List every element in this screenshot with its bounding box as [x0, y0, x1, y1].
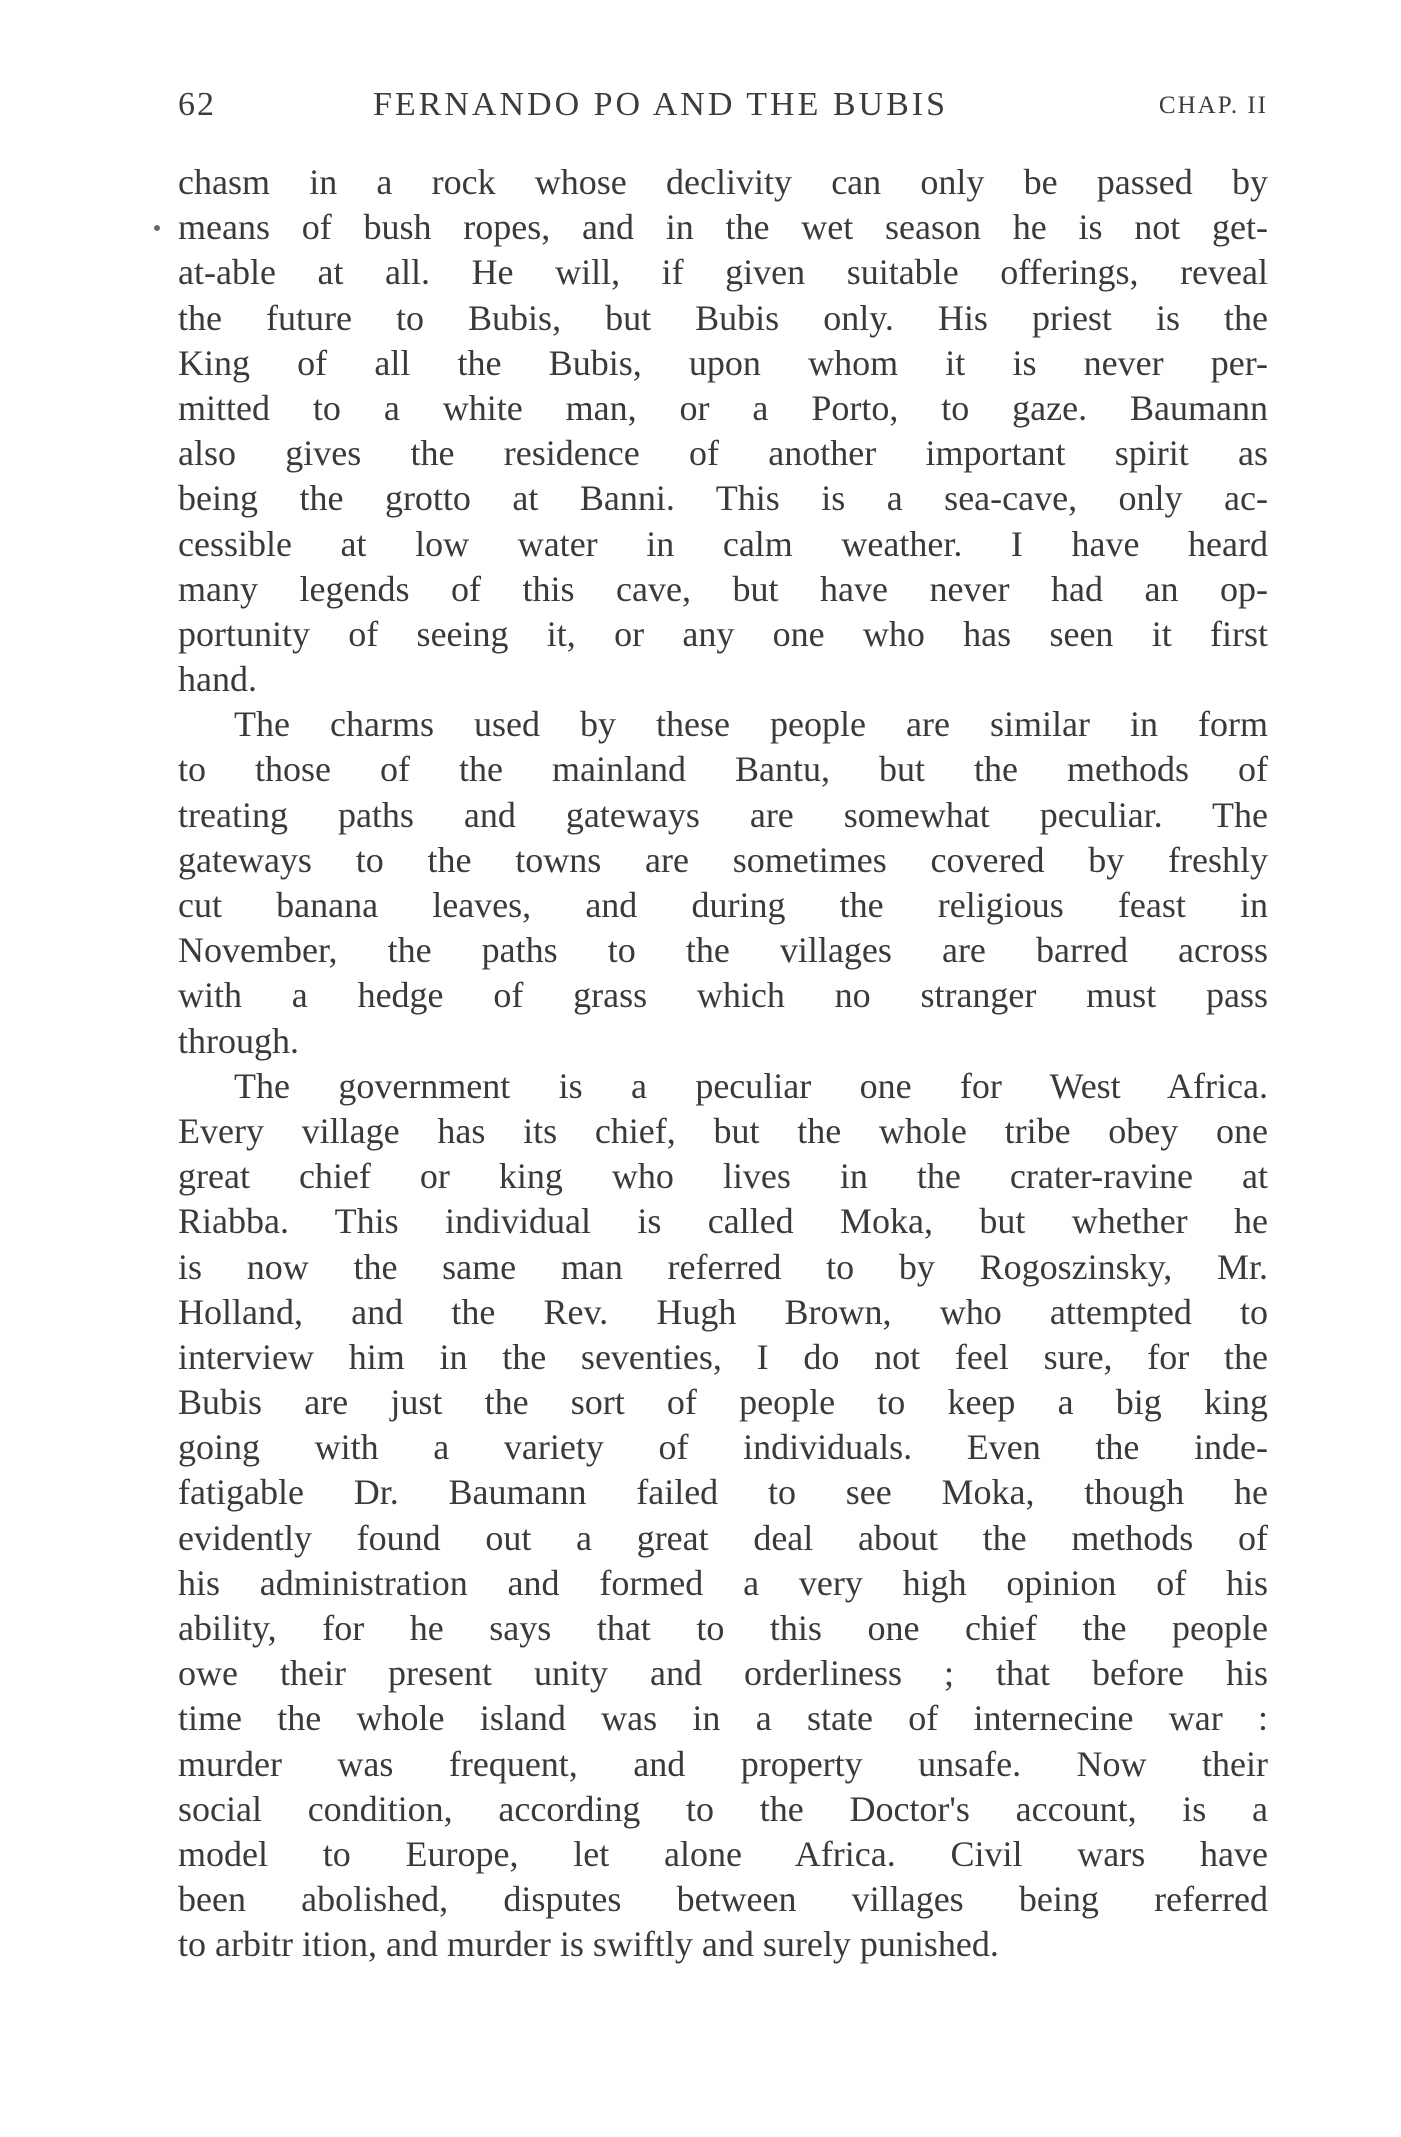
text-line: treating paths and gateways are somewhat peculiar. The	[178, 794, 1268, 835]
text-line: King of all the Bubis, upon whom it is never per-	[178, 342, 1268, 383]
text-line: model to Europe, let alone Africa. Civil wars have	[178, 1833, 1268, 1874]
text-line: is now the same man referred to by Rogoszinsky, Mr.	[178, 1246, 1268, 1287]
text-line: owe their present unity and orderliness ; that before his	[178, 1653, 1268, 1694]
page-number: 62	[178, 86, 216, 123]
chapter-label: CHAP. II	[1158, 92, 1268, 119]
text-line: been abolished, disputes between villages being referred	[178, 1879, 1268, 1920]
body-text	[178, 160, 1268, 1968]
text-line: being the grotto at Banni. This is a sea-cave, only ac-	[178, 478, 1268, 519]
text-line: November, the paths to the villages are barred across	[178, 930, 1268, 971]
text-line: hand.	[178, 659, 257, 700]
text-line: Holland, and the Rev. Hugh Brown, who attempted to	[178, 1291, 1268, 1332]
text-line: portunity of seeing it, or any one who has seen it first	[178, 613, 1268, 654]
text-line: to those of the mainland Bantu, but the methods of	[178, 749, 1268, 790]
text-line: mitted to a white man, or a Porto, to gaze. Baumann	[178, 387, 1268, 428]
text-line: with a hedge of grass which no stranger must pass	[178, 975, 1268, 1016]
running-head	[178, 86, 1268, 136]
text-line: fatigable Dr. Baumann failed to see Moka, though he	[178, 1472, 1268, 1513]
text-line: chasm in a rock whose declivity can only be passed by	[178, 162, 1268, 202]
text-line: the future to Bubis, but Bubis only. His priest is the	[178, 297, 1268, 338]
text-line: social condition, according to the Doctor's account, is a	[178, 1788, 1268, 1829]
text-line: cut banana leaves, and during the religious feast in	[178, 885, 1268, 925]
text-line: his administration and formed a very high opinion of his	[178, 1562, 1268, 1603]
text-line: cessible at low water in calm weather. I have heard	[178, 523, 1268, 564]
text-line: gateways to the towns are sometimes covered by freshly	[178, 839, 1268, 880]
text-line: interview him in the seventies, I do not feel sure, for the	[178, 1336, 1268, 1377]
text-line: through.	[178, 1020, 299, 1061]
text-line: going with a variety of individuals. Even the inde-	[178, 1427, 1268, 1468]
stray-ink-dot	[154, 225, 160, 231]
book-title: FERNANDO PO AND THE BUBIS	[373, 86, 948, 123]
text-line: time the whole island was in a state of internecine war :	[178, 1698, 1268, 1739]
text-line: Riabba. This individual is called Moka, but whether he	[178, 1201, 1268, 1242]
text-line: Every village has its chief, but the whole tribe obey one	[178, 1110, 1268, 1151]
text-line: ability, for he says that to this one chief the people	[178, 1608, 1268, 1648]
text-line: to arbitr ition, and murder is swiftly and surely punished.	[178, 1924, 999, 1965]
paragraph-first-line: The government is a peculiar one for West Africa.	[234, 1065, 1268, 1106]
text-line: evidently found out a great deal about the methods of	[178, 1517, 1268, 1558]
text-line: Bubis are just the sort of people to keep a big king	[178, 1382, 1268, 1423]
paragraph-first-line: The charms used by these people are similar in form	[234, 704, 1268, 745]
text-line: also gives the residence of another important spirit as	[178, 433, 1268, 474]
text-line: means of bush ropes, and in the wet season he is not get-	[178, 207, 1268, 248]
text-line: great chief or king who lives in the crater-ravine at	[178, 1156, 1268, 1197]
text-line: at-able at all. He will, if given suitable offerings, reveal	[178, 252, 1268, 293]
text-line: many legends of this cave, but have never had an op-	[178, 568, 1268, 609]
text-line: murder was frequent, and property unsafe. Now their	[178, 1743, 1268, 1784]
